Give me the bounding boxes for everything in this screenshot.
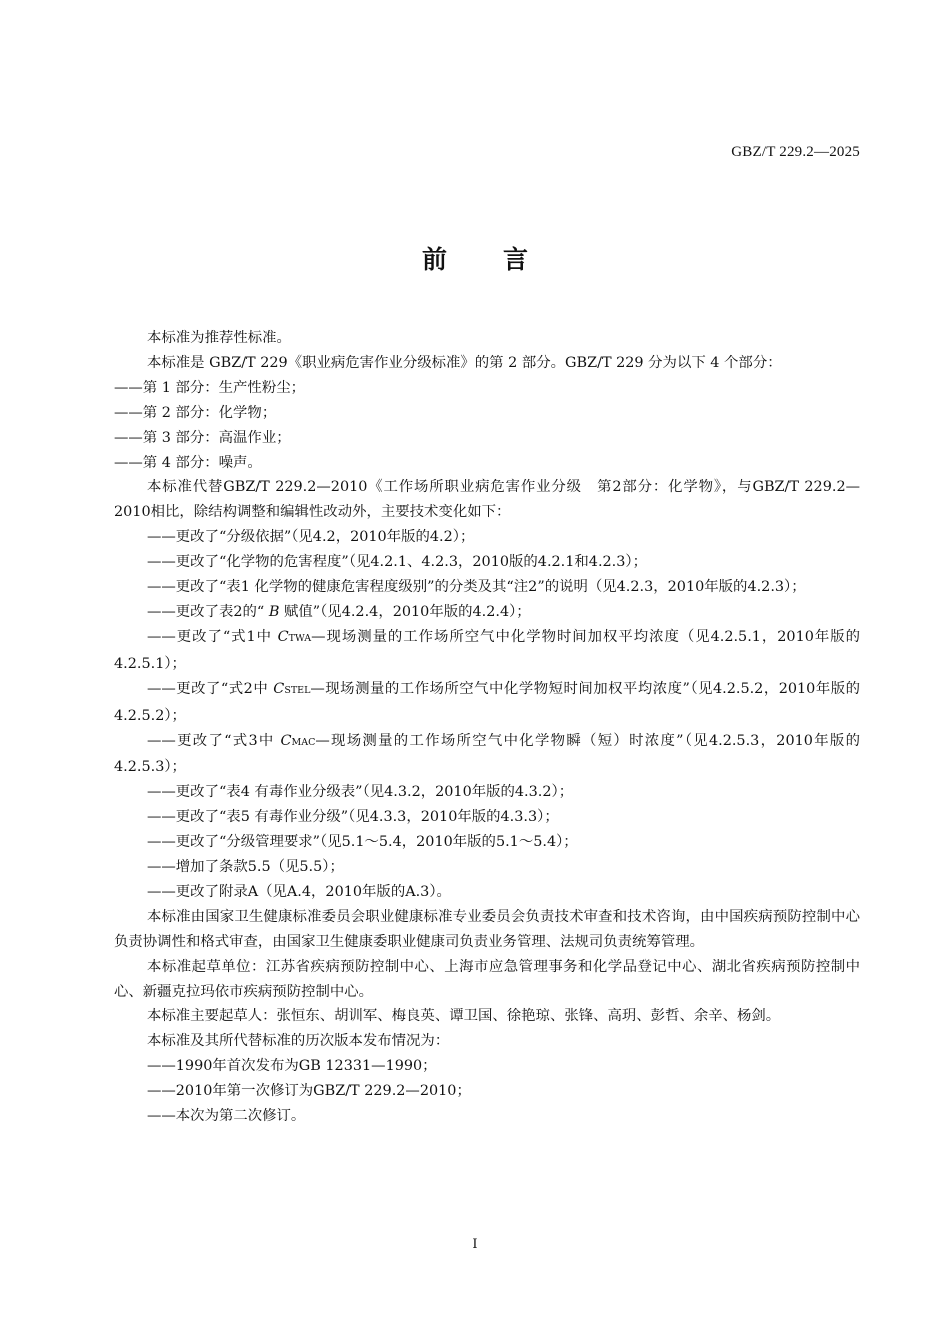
variable-c: C xyxy=(277,628,289,645)
title-char-2: 言 xyxy=(503,245,529,274)
paragraph-responsibility: 本标准由国家卫生健康标准委员会职业健康标准专业委员会负责技术审查和技术咨询，由中国疾病预防控制中心负责协调性和格式审查，由国家卫生健康委职业健康司负责业务管理、法规司负责统筹管理。 xyxy=(114,908,860,950)
paragraph-replaces: 本标准代替GBZ/T 229.2—2010《工作场所职业病危害作业分级 第2部分：化学物》，与GBZ/T 229.2—2010相比，除结构调整和编辑性改动外，主要技术变化如下： xyxy=(114,479,860,521)
change-text: —现场测量的工作场所空气中化学物时间加权平均浓度（见4.2.5.1，2010年版的4.2.5.1）； xyxy=(114,628,860,672)
standard-code: GBZ/T 229.2—2025 xyxy=(731,144,860,160)
list-item: ——第 1 部分：生产性粉尘； xyxy=(114,379,305,396)
paragraph-part-of: 本标准是 GBZ/T 229《职业病危害作业分级标准》的第 2 部分。GBZ/T 229 分为以下 4 个部分： xyxy=(147,354,782,371)
change-item xyxy=(114,729,860,781)
change-item: ——更改了“表4 有毒作业分级表”（见4.3.2，2010年版的4.3.2）； xyxy=(147,784,574,801)
variable-b: B xyxy=(268,603,280,620)
change-item: ——更改了“表5 有毒作业分级”（见4.3.3，2010年版的4.3.3）； xyxy=(147,809,559,826)
change-item xyxy=(114,677,860,729)
change-text: ——更改了“式2中 xyxy=(147,680,274,697)
subscript-mac: MAC xyxy=(291,736,316,748)
change-text: ——更改了表2的“ xyxy=(147,603,269,620)
history-item: ——本次为第二次修订。 xyxy=(147,1108,306,1125)
variable-c: C xyxy=(280,732,292,749)
paragraph-history-intro: 本标准及其所代替标准的历次版本发布情况为： xyxy=(147,1033,450,1050)
subscript-stel: STEL xyxy=(284,684,311,696)
list-item: ——第 3 部分：高温作业； xyxy=(114,429,291,446)
change-text: ——更改了“式1中 xyxy=(147,628,278,645)
change-item xyxy=(114,600,860,625)
change-item: ——更改了附录A（见A.4，2010年版的A.3）。 xyxy=(147,883,451,900)
history-item: ——2010年第一次修订为GBZ/T 229.2—2010； xyxy=(147,1083,471,1100)
change-item: ——更改了“分级管理要求”（见5.1～5.4，2010年版的5.1～5.4）； xyxy=(147,834,578,851)
subscript-twa: TWA xyxy=(288,632,312,644)
change-item: ——更改了“表1 化学物的健康危害程度级别”的分类及其“注2”的说明（见4.2.3，2010年版的4.2.3）； xyxy=(147,579,806,596)
page-number: I xyxy=(472,1237,478,1252)
title-char-1: 前 xyxy=(421,245,447,274)
history-item: ——1990年首次发布为GB 12331—1990； xyxy=(147,1058,437,1075)
change-item: ——更改了“化学物的危害程度”（见4.2.1、4.2.3，2010版的4.2.1和4.2.3）； xyxy=(147,554,647,571)
change-text: —现场测量的工作场所空气中化学物瞬（短）时浓度”（见4.2.5.3，2010年版的4.2.5.3）； xyxy=(114,732,860,776)
change-item xyxy=(114,625,860,677)
change-item: ——更改了“分级依据”（见4.2，2010年版的4.2）； xyxy=(147,529,475,546)
foreword-body xyxy=(114,326,860,1129)
change-text: —现场测量的工作场所空气中化学物短时间加权平均浓度”（见4.2.5.2，2010年版的4.2.5.2）； xyxy=(114,680,860,724)
paragraph-drafting-units: 本标准起草单位：江苏省疾病预防控制中心、上海市应急管理事务和化学品登记中心、湖北省疾病预防控制中心、新疆克拉玛依市疾病预防控制中心。 xyxy=(114,958,860,1000)
change-item: ——增加了条款5.5（见5.5）； xyxy=(147,859,344,876)
paragraph-drafters: 本标准主要起草人：张恒东、胡训军、梅良英、谭卫国、徐艳琼、张锋、高玥、彭哲、余辛、杨剑。 xyxy=(147,1008,781,1025)
list-item: ——第 4 部分：噪声。 xyxy=(114,454,262,471)
page-title xyxy=(0,240,950,276)
change-text: ——更改了“式3中 xyxy=(147,732,281,749)
change-text: 赋值”（见4.2.4，2010年版的4.2.4）； xyxy=(279,603,531,620)
variable-c: C xyxy=(273,680,285,697)
paragraph-recommended: 本标准为推荐性标准。 xyxy=(147,330,291,346)
list-item: ——第 2 部分：化学物； xyxy=(114,404,277,421)
